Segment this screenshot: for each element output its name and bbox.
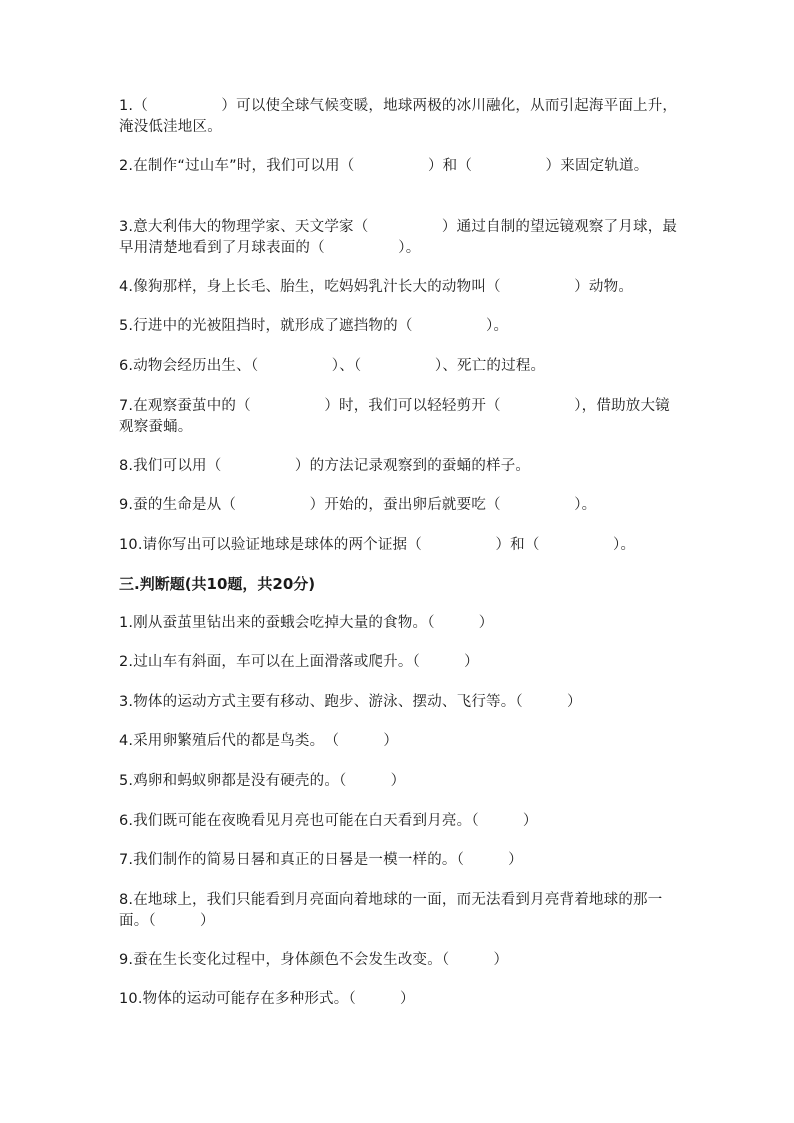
fill-question-2: 2.在制作“过山车”时，我们可以用（ ）和（ ）来固定轨道。 (119, 158, 649, 174)
fill-question-1: 1.（ ）可以使全球气候变暖，地球两极的冰川融化，从而引起海平面上升，淹没低洼地区。 (119, 98, 678, 135)
fill-question-7: 7.在观察蚕茧中的（ ）时，我们可以轻轻剪开（ ），借助放大镜观察蚕蛹。 (119, 398, 670, 435)
fill-question-5: 5.行进中的光被阻挡时，就形成了遮挡物的（ ）。 (119, 318, 509, 334)
fill-question-9: 9.蚕的生命是从（ ）开始的，蚕出卵后就要吃（ ）。 (119, 497, 597, 513)
judge-question-6: 6.我们既可能在夜晚看见月亮也可能在白天看到月亮。（ ） (119, 813, 538, 829)
judge-question-3: 3.物体的运动方式主要有移动、跑步、游泳、摆动、飞行等。（ ） (119, 694, 582, 710)
judge-question-4: 4.采用卵繁殖后代的都是鸟类。 （ ） (119, 733, 399, 749)
judge-question-9: 9.蚕在生长变化过程中，身体颜色不会发生改变。（ ） (119, 952, 509, 968)
fill-question-3: 3.意大利伟大的物理学家、天文学家（ ）通过自制的望远镜观察了月球，最早用清楚地看到了月球表面的（ ）。 (119, 219, 678, 256)
fill-question-4: 4.像狗那样，身上长毛、胎生，吃妈妈乳汁长大的动物叫（ ）动物。 (119, 279, 634, 295)
fill-question-8: 8.我们可以用（ ）的方法记录观察到的蚕蛹的样子。 (119, 458, 531, 474)
judge-question-2: 2.过山车有斜面，车可以在上面滑落或爬升。（ ） (119, 654, 479, 670)
fill-question-10: 10.请你写出可以验证地球是球体的两个证据（ ）和（ ）。 (119, 537, 636, 553)
fill-question-6: 6.动物会经历出生、（ ）、（ ）、死亡的过程。 (119, 358, 546, 374)
section-title-judgement: 三.判断题(共10题，共20分) (119, 575, 316, 593)
judge-question-7: 7.我们制作的简易日晷和真正的日晷是一模一样的。（ ） (119, 852, 523, 868)
judge-question-5: 5.鸡卵和蚂蚁卵都是没有硬壳的。（ ） (119, 773, 406, 789)
judge-question-8: 8.在地球上，我们只能看到月亮面向着地球的一面，而无法看到月亮背着地球的那一面。（ ） (119, 892, 663, 929)
judge-question-10: 10.物体的运动可能存在多种形式。（ ） (119, 991, 415, 1007)
judge-question-1: 1.刚从蚕茧里钻出来的蚕蛾会吃掉大量的食物。（ ） (119, 615, 494, 631)
